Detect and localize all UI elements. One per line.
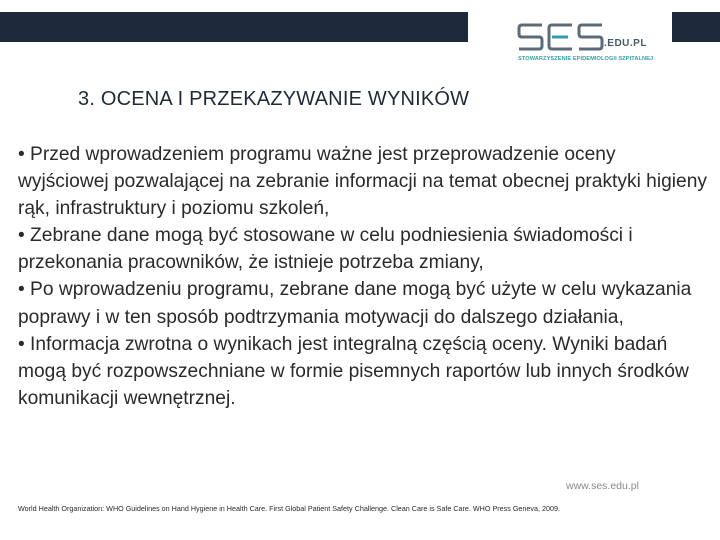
website-url: www.ses.edu.pl <box>566 480 639 492</box>
header-bar-left <box>0 12 468 42</box>
page-title: 3. OCENA I PRZEKAZYWANIE WYNIKÓW <box>78 88 470 110</box>
citation: World Health Organization: WHO Guidelines on Hand Hygiene in Health Care. First Global Patient Safety Challenge. Clean Care is Safe Care. WHO Press Geneva, 2009. <box>18 504 560 513</box>
body-text <box>18 141 708 412</box>
ses-logo <box>516 22 664 68</box>
bullet-paragraph: • Po wprowadzeniu programu, zebrane dane mogą być użyte w celu wykazania poprawy i w ten sposób podtrzymania motywacji do dalszego działania, <box>18 279 692 328</box>
logo-domain-text: .EDU.PL <box>604 38 647 49</box>
ses-logo-mark <box>516 22 606 52</box>
logo-tagline: STOWARZYSZENIE EPIDEMIOLOGII SZPITALNEJ <box>518 56 654 62</box>
header-bar-right <box>672 12 720 42</box>
bullet-paragraph: • Zebrane dane mogą być stosowane w celu podniesienia świadomości i przekonania pracowników, że istnieje potrzeba zmiany, <box>18 225 633 274</box>
bullet-paragraph: • Przed wprowadzeniem programu ważne jest przeprowadzenie oceny wyjściowej pozwalającej na zebranie informacji na temat obecnej praktyki higieny rąk, infrastruktury i poziomu szkoleń, <box>18 144 707 220</box>
bullet-paragraph: • Informacja zwrotna o wynikach jest integralną częścią oceny. Wyniki badań mogą być rozpowszechniane w formie pisemnych raportów lub innych środków komunikacji wewnętrznej. <box>18 333 689 409</box>
